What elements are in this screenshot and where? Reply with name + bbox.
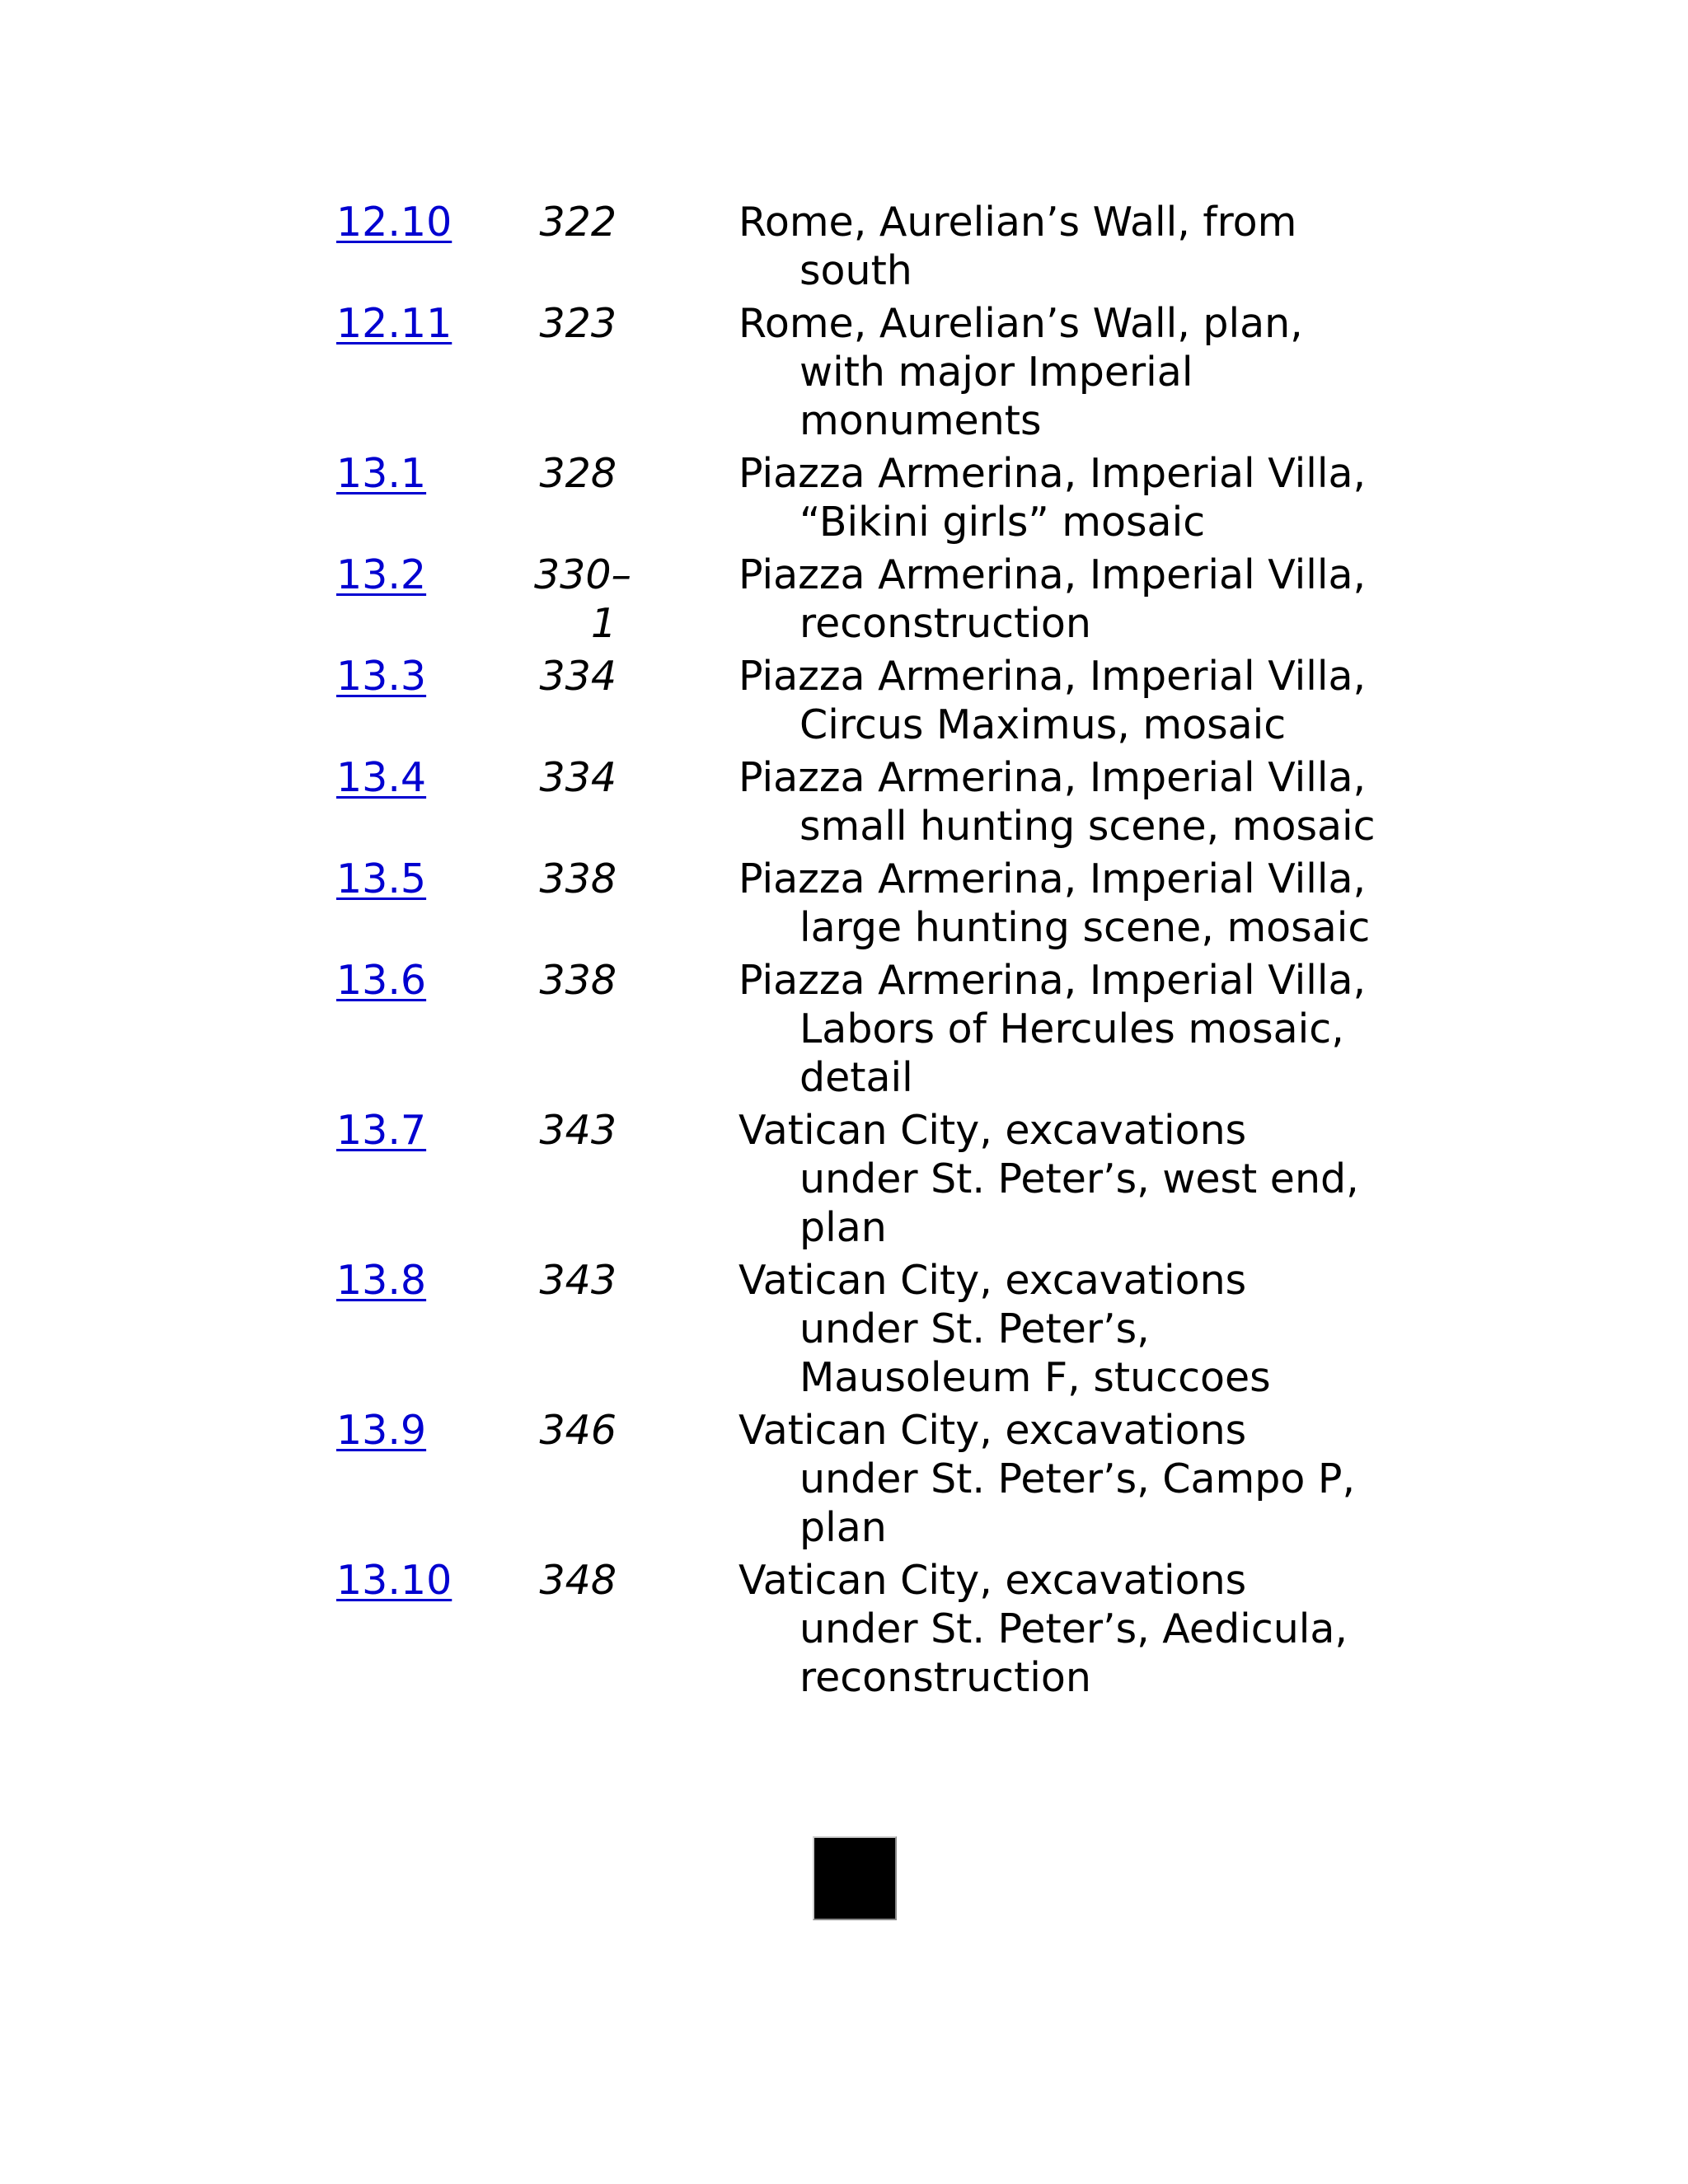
page-number: 346: [539, 1407, 617, 1454]
list-item: [336, 855, 1408, 952]
figure-caption: Rome, Aurelian’s Wall, plan, with major Imperial monuments: [738, 300, 1303, 444]
page-number: 330–1: [534, 551, 632, 647]
figure-link[interactable]: 13.7: [336, 1107, 427, 1154]
figure-link[interactable]: 12.10: [336, 199, 452, 246]
figure-link[interactable]: 13.4: [336, 754, 427, 801]
page-number: 348: [539, 1557, 617, 1604]
figure-caption: Piazza Armerina, Imperial Villa, Labors of Hercules mosaic, detail: [738, 957, 1367, 1101]
list-item: [336, 753, 1408, 851]
page-number: 334: [539, 754, 617, 801]
page-number: 334: [539, 653, 617, 700]
page-number: 343: [539, 1257, 617, 1304]
figure-caption: Vatican City, excavations under St. Peter’s, Mausoleum F, stuccoes: [738, 1257, 1271, 1401]
figure-link[interactable]: 13.6: [336, 957, 427, 1004]
figure-link[interactable]: 13.10: [336, 1557, 452, 1604]
figure-link[interactable]: 13.2: [336, 551, 427, 598]
figure-link[interactable]: 13.8: [336, 1257, 427, 1304]
page-number: 338: [539, 957, 617, 1004]
list-item: [336, 551, 1408, 648]
figure-caption: Piazza Armerina, Imperial Villa, small hunting scene, mosaic: [738, 754, 1376, 850]
list-item: [336, 652, 1408, 749]
figure-caption: Vatican City, excavations under St. Peter’s, west end, plan: [738, 1107, 1359, 1251]
figure-link[interactable]: 13.5: [336, 855, 427, 902]
figure-link[interactable]: 13.9: [336, 1407, 427, 1454]
figure-caption: Piazza Armerina, Imperial Villa, Circus Maximus, mosaic: [738, 653, 1367, 748]
figure-caption: Rome, Aurelian’s Wall, from south: [738, 199, 1297, 294]
list-item: [336, 1106, 1408, 1252]
page-number: 328: [539, 450, 617, 497]
list-item: [336, 956, 1408, 1102]
list-item: [336, 1406, 1408, 1552]
list-item: [336, 198, 1408, 295]
page-number: 323: [539, 300, 617, 347]
list-item: [336, 1556, 1408, 1702]
figure-link[interactable]: 13.1: [336, 450, 427, 497]
figure-caption: Vatican City, excavations under St. Peter’s, Aedicula, reconstruction: [738, 1557, 1348, 1701]
figure-caption: Piazza Armerina, Imperial Villa, reconstruction: [738, 551, 1367, 647]
list-item: [336, 1256, 1408, 1402]
black-square-marker: [813, 1836, 897, 1920]
figure-caption: Vatican City, excavations under St. Peter’s, Campo P, plan: [738, 1407, 1356, 1551]
figure-link[interactable]: 12.11: [336, 300, 452, 347]
figure-list: [336, 198, 1408, 1706]
figure-link[interactable]: 13.3: [336, 653, 427, 700]
page-number: 343: [539, 1107, 617, 1154]
figure-caption: Piazza Armerina, Imperial Villa, “Bikini girls” mosaic: [738, 450, 1367, 546]
page-number: 338: [539, 855, 617, 902]
page-number: 322: [539, 199, 617, 246]
list-item: [336, 299, 1408, 445]
list-item: [336, 449, 1408, 546]
figure-caption: Piazza Armerina, Imperial Villa, large hunting scene, mosaic: [738, 855, 1371, 951]
